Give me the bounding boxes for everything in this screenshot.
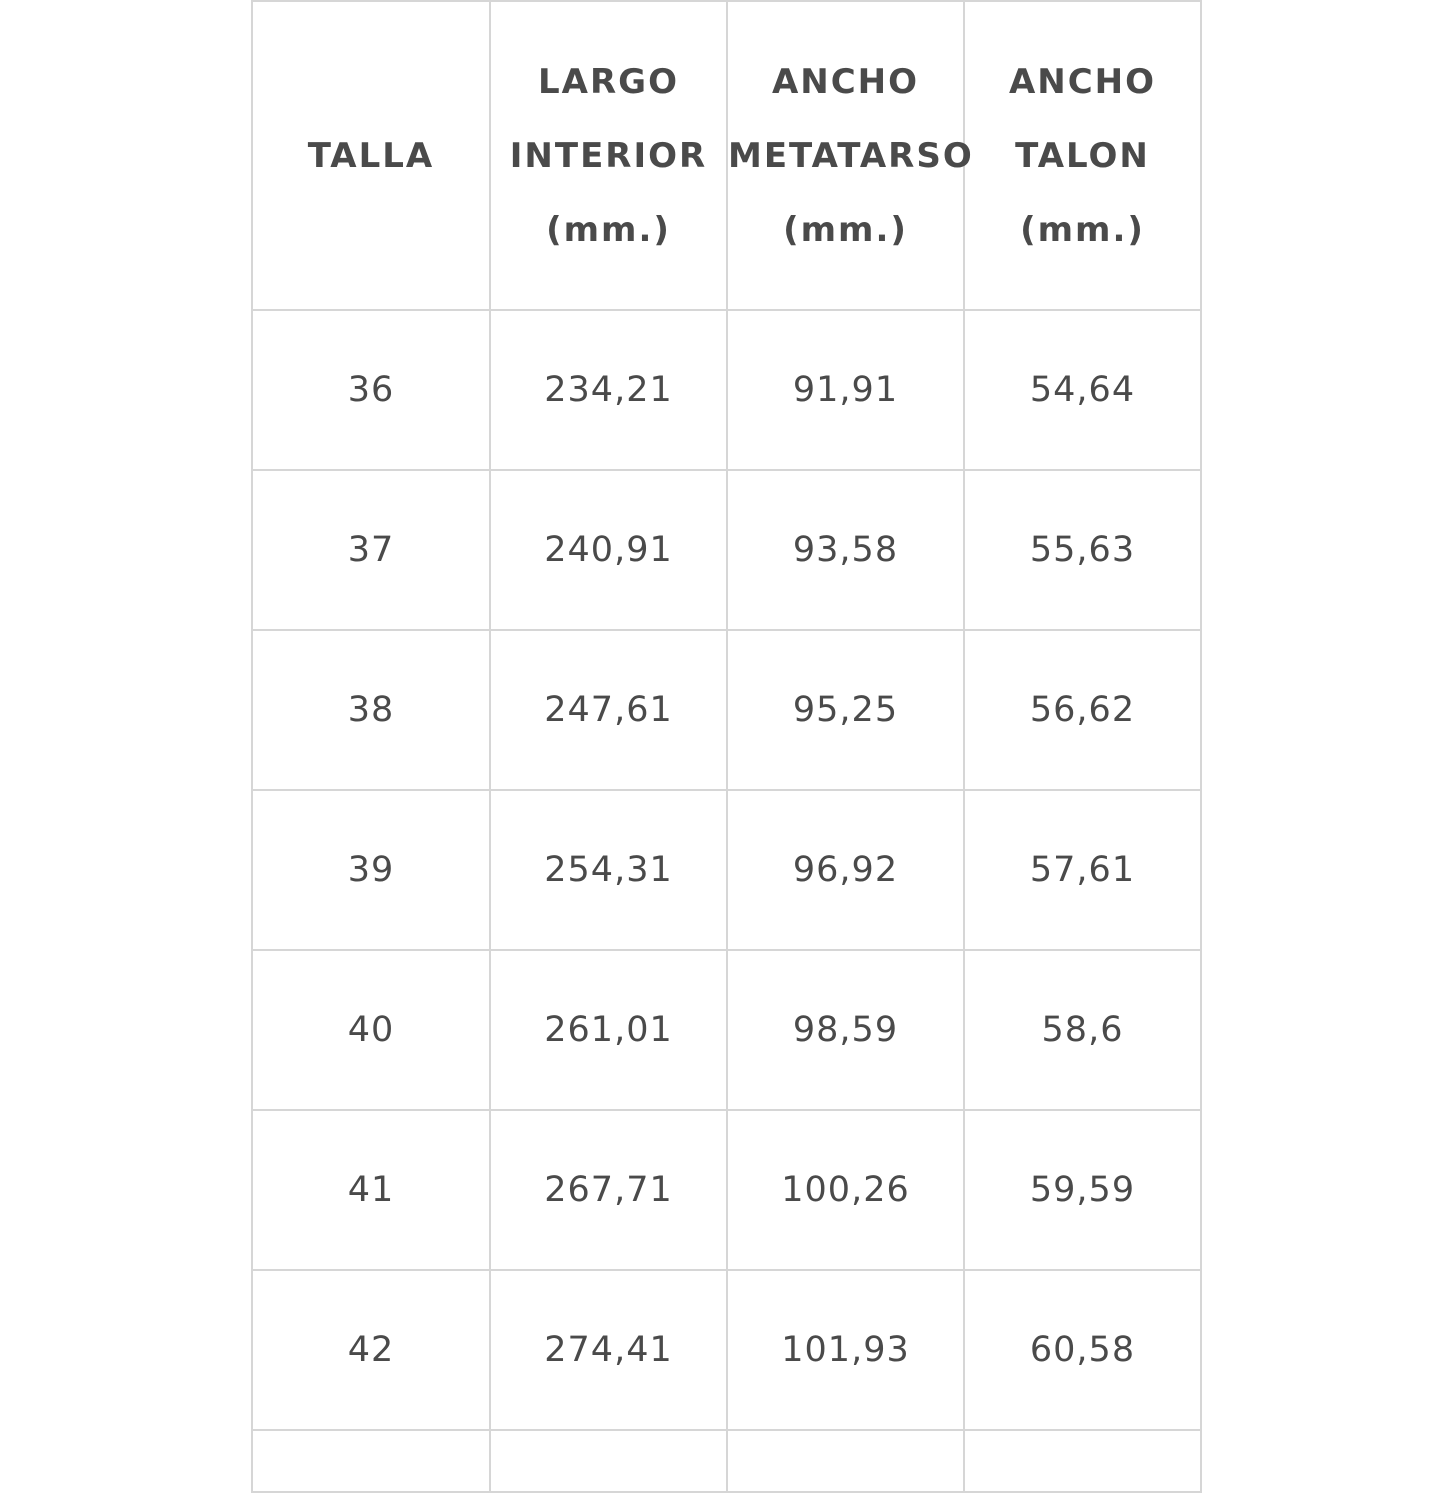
- cell-largo-interior: 267,71: [490, 1110, 727, 1270]
- cell-ancho-metatarso: 96,92: [727, 790, 964, 950]
- header-largo-line-2: INTERIOR: [509, 135, 708, 176]
- table-row: [252, 1270, 1201, 1430]
- table-row-cut-off: [252, 1430, 1201, 1492]
- cell-largo-interior: 234,21: [490, 310, 727, 470]
- cell-ancho-metatarso: 93,58: [727, 470, 964, 630]
- cell-talla: 40: [252, 950, 490, 1110]
- cell-ancho-talon: 59,59: [964, 1110, 1201, 1270]
- cell-talla: 41: [252, 1110, 490, 1270]
- cell-empty: [252, 1430, 490, 1492]
- cell-talla: 38: [252, 630, 490, 790]
- header-metatarso-line-3: (mm.): [783, 209, 908, 250]
- cell-largo-interior: 254,31: [490, 790, 727, 950]
- cell-ancho-metatarso: 101,93: [727, 1270, 964, 1430]
- cell-ancho-talon: 56,62: [964, 630, 1201, 790]
- header-metatarso-line-2: METATARSO: [728, 135, 974, 176]
- cell-empty: [964, 1430, 1201, 1492]
- cell-talla: 36: [252, 310, 490, 470]
- cell-ancho-talon: 54,64: [964, 310, 1201, 470]
- header-metatarso-line-1: ANCHO: [771, 61, 920, 102]
- size-chart-table: [251, 0, 1202, 1493]
- cell-empty: [727, 1430, 964, 1492]
- header-largo-line-3: (mm.): [546, 209, 671, 250]
- cell-ancho-talon: 58,6: [964, 950, 1201, 1110]
- cell-ancho-metatarso: 91,91: [727, 310, 964, 470]
- header-talon-line-2: TALON: [1015, 135, 1150, 176]
- cell-empty: [490, 1430, 727, 1492]
- cell-ancho-talon: 57,61: [964, 790, 1201, 950]
- cell-ancho-metatarso: 95,25: [727, 630, 964, 790]
- cell-largo-interior: 247,61: [490, 630, 727, 790]
- cell-talla: 37: [252, 470, 490, 630]
- table-row: [252, 950, 1201, 1110]
- table-row: [252, 310, 1201, 470]
- cell-talla: 42: [252, 1270, 490, 1430]
- cell-ancho-talon: 60,58: [964, 1270, 1201, 1430]
- table-row: [252, 470, 1201, 630]
- header-talla: [252, 1, 490, 310]
- header-largo-interior: [490, 1, 727, 310]
- cell-largo-interior: 240,91: [490, 470, 727, 630]
- header-ancho-metatarso: [727, 1, 974, 310]
- cell-talla: 39: [252, 790, 490, 950]
- cell-ancho-metatarso: 98,59: [727, 950, 964, 1110]
- header-talla-line-1: TALLA: [307, 135, 435, 176]
- table-row: [252, 1110, 1201, 1270]
- table-row: [252, 630, 1201, 790]
- cell-largo-interior: 274,41: [490, 1270, 727, 1430]
- header-talon-line-3: (mm.): [1020, 209, 1145, 250]
- header-largo-line-1: LARGO: [538, 61, 679, 102]
- cell-largo-interior: 261,01: [490, 950, 727, 1110]
- cell-ancho-metatarso: 100,26: [727, 1110, 964, 1270]
- header-ancho-talon: [964, 1, 1201, 310]
- header-talon-line-1: ANCHO: [1008, 61, 1157, 102]
- header-row: [252, 1, 1201, 310]
- table-row: [252, 790, 1201, 950]
- cell-ancho-talon: 55,63: [964, 470, 1201, 630]
